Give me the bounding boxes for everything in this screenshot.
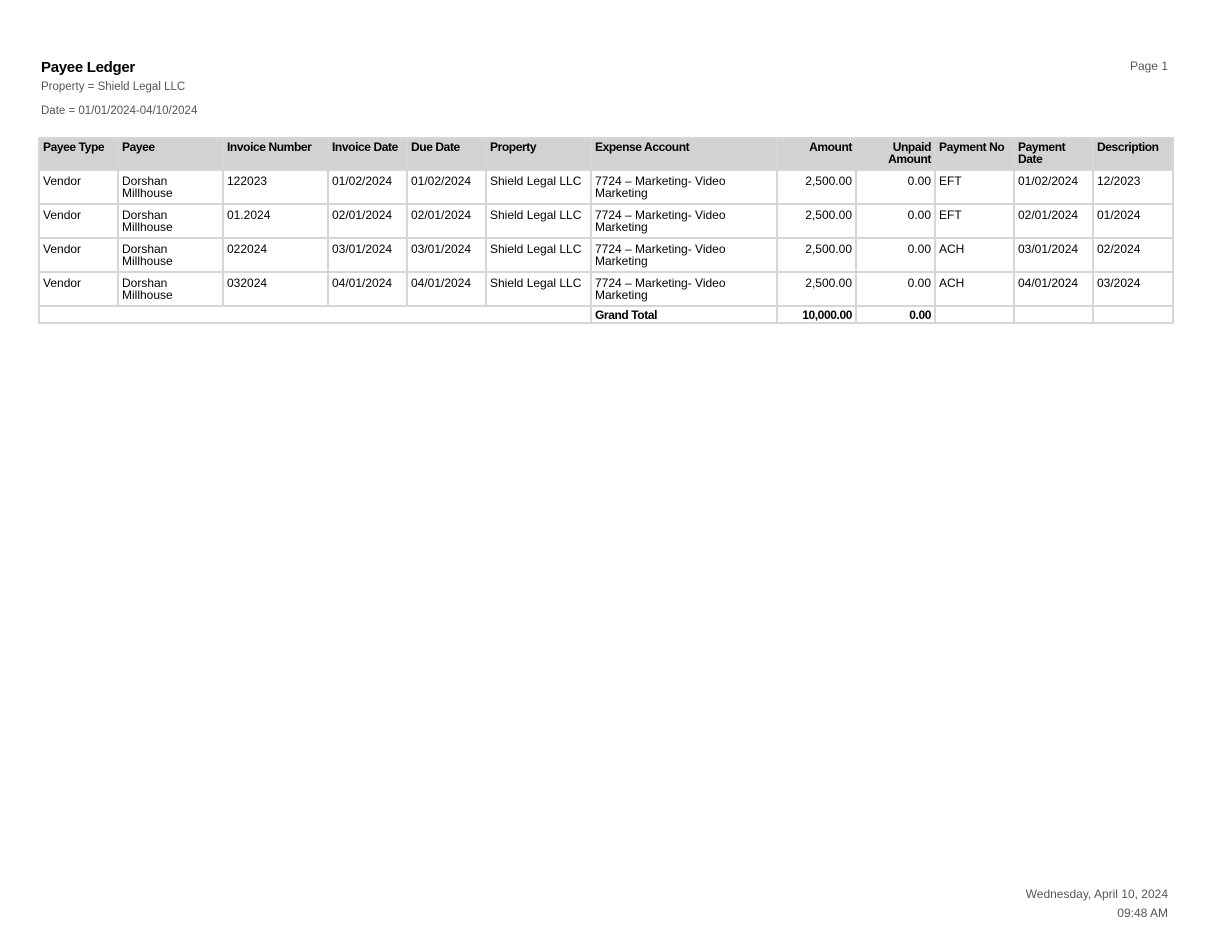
col-header-payment-date: Payment Date (1014, 138, 1093, 170)
cell-due-date: 01/02/2024 (407, 170, 486, 204)
cell-amount: 2,500.00 (777, 238, 856, 272)
col-header-invoice-date: Invoice Date (328, 138, 407, 170)
cell-payee-type: Vendor (39, 204, 118, 238)
cell-due-date: 02/01/2024 (407, 204, 486, 238)
cell-amount: 2,500.00 (777, 272, 856, 306)
cell-description: 12/2023 (1093, 170, 1173, 204)
cell-unpaid-amount: 0.00 (856, 170, 935, 204)
table-header-row (39, 138, 1173, 170)
cell-property: Shield Legal LLC (486, 204, 591, 238)
page-number: Page 1 (1129, 59, 1168, 73)
grand-total-spacer (39, 306, 591, 323)
col-header-unpaid-amount: Unpaid Amount (856, 138, 935, 170)
cell-description: 02/2024 (1093, 238, 1173, 272)
table-row (39, 272, 1173, 306)
payee-ledger-table (38, 137, 1174, 324)
cell-payment-date: 04/01/2024 (1014, 272, 1093, 306)
grand-total-unpaid: 0.00 (856, 306, 935, 323)
cell-payee-type: Vendor (39, 272, 118, 306)
grand-total-empty-cell (1014, 306, 1093, 323)
col-header-due-date: Due Date (407, 138, 486, 170)
cell-payee-type: Vendor (39, 170, 118, 204)
col-header-amount: Amount (777, 138, 856, 170)
col-header-property: Property (486, 138, 591, 170)
cell-payee: Dorshan Millhouse (118, 170, 223, 204)
col-header-payee-type: Payee Type (39, 138, 118, 170)
cell-invoice-date: 03/01/2024 (328, 238, 407, 272)
cell-invoice-number: 01.2024 (223, 204, 328, 238)
cell-payee-type: Vendor (39, 238, 118, 272)
grand-total-empty-cell (935, 306, 1014, 323)
cell-invoice-number: 122023 (223, 170, 328, 204)
property-filter: Property = Shield Legal LLC (41, 81, 186, 93)
grand-total-amount: 10,000.00 (777, 306, 856, 323)
date-filter: Date = 01/01/2024-04/10/2024 (41, 105, 198, 117)
grand-total-row (39, 306, 1173, 323)
cell-unpaid-amount: 0.00 (856, 204, 935, 238)
cell-payee: Dorshan Millhouse (118, 272, 223, 306)
cell-property: Shield Legal LLC (486, 272, 591, 306)
report-title: Payee Ledger (41, 59, 135, 76)
col-header-description: Description (1093, 138, 1173, 170)
cell-expense-account: 7724 – Marketing- Video Marketing (591, 238, 777, 272)
table-row (39, 238, 1173, 272)
cell-description: 03/2024 (1093, 272, 1173, 306)
cell-payment-no: ACH (935, 272, 1014, 306)
cell-invoice-date: 02/01/2024 (328, 204, 407, 238)
cell-invoice-number: 032024 (223, 272, 328, 306)
cell-amount: 2,500.00 (777, 170, 856, 204)
print-time: 09:48 AM (1117, 906, 1168, 920)
cell-invoice-date: 04/01/2024 (328, 272, 407, 306)
cell-payment-date: 02/01/2024 (1014, 204, 1093, 238)
cell-payment-date: 03/01/2024 (1014, 238, 1093, 272)
col-header-payee: Payee (118, 138, 223, 170)
cell-invoice-number: 022024 (223, 238, 328, 272)
cell-payment-no: ACH (935, 238, 1014, 272)
cell-description: 01/2024 (1093, 204, 1173, 238)
grand-total-empty-cell (1093, 306, 1173, 323)
col-header-invoice-number: Invoice Number (223, 138, 328, 170)
cell-payment-date: 01/02/2024 (1014, 170, 1093, 204)
cell-expense-account: 7724 – Marketing- Video Marketing (591, 170, 777, 204)
cell-payee: Dorshan Millhouse (118, 204, 223, 238)
cell-amount: 2,500.00 (777, 204, 856, 238)
cell-unpaid-amount: 0.00 (856, 272, 935, 306)
print-date: Wednesday, April 10, 2024 (1025, 887, 1168, 901)
grand-total-label: Grand Total (591, 306, 777, 323)
table-row (39, 170, 1173, 204)
cell-due-date: 03/01/2024 (407, 238, 486, 272)
cell-due-date: 04/01/2024 (407, 272, 486, 306)
table-row (39, 204, 1173, 238)
cell-property: Shield Legal LLC (486, 238, 591, 272)
cell-expense-account: 7724 – Marketing- Video Marketing (591, 204, 777, 238)
cell-unpaid-amount: 0.00 (856, 238, 935, 272)
col-header-payment-no: Payment No (935, 138, 1014, 170)
cell-payment-no: EFT (935, 204, 1014, 238)
cell-expense-account: 7724 – Marketing- Video Marketing (591, 272, 777, 306)
cell-payee: Dorshan Millhouse (118, 238, 223, 272)
cell-invoice-date: 01/02/2024 (328, 170, 407, 204)
cell-property: Shield Legal LLC (486, 170, 591, 204)
col-header-expense-account: Expense Account (591, 138, 777, 170)
cell-payment-no: EFT (935, 170, 1014, 204)
